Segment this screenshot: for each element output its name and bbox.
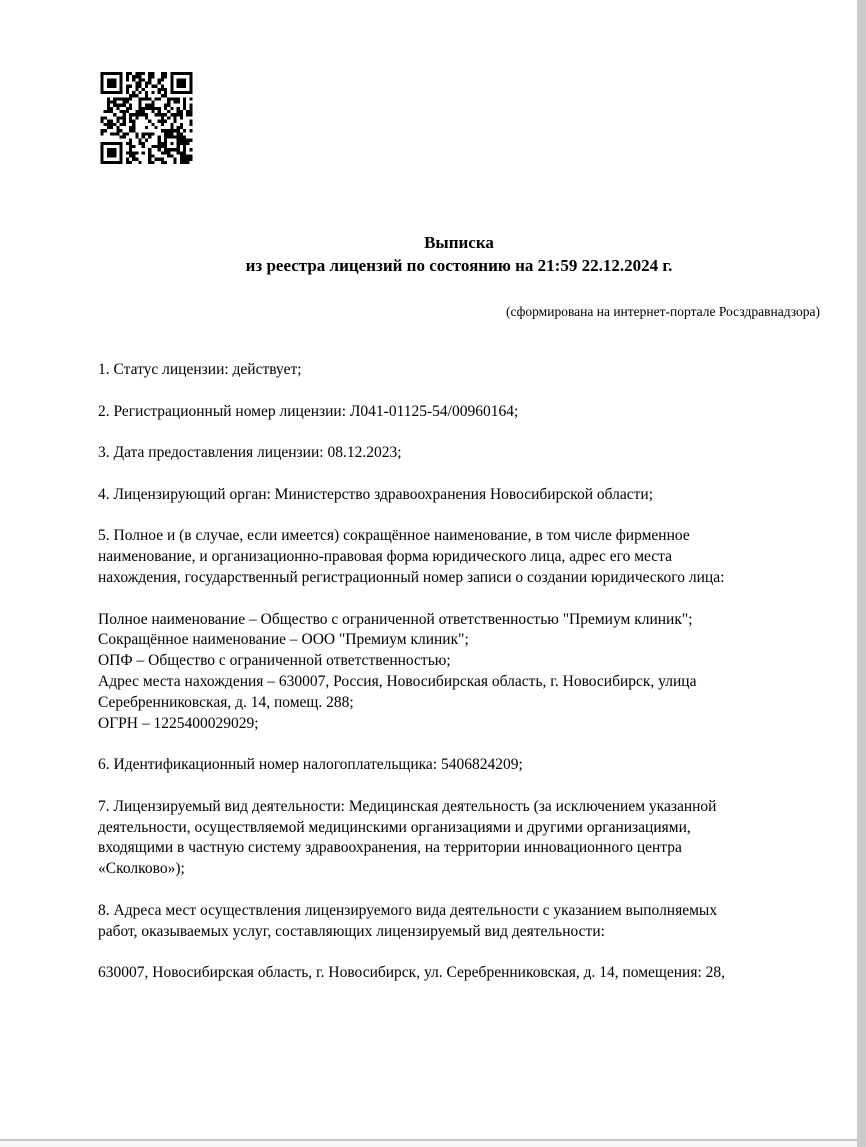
text-line: 630007, Новосибирская область, г. Новосибирск, ул. Серебренниковская, д. 14, помещения: 28, bbox=[98, 964, 726, 982]
text-line: Сокращённое наименование – ООО "Премиум клиник"; bbox=[98, 631, 469, 649]
title-line-2: из реестра лицензий по состоянию на 21:59 22.12.2024 г. bbox=[245, 256, 673, 275]
paragraph bbox=[98, 610, 822, 735]
title-line-1: Выписка bbox=[424, 233, 494, 252]
text-line: 4. Лицензирующий орган: Министерство здравоохранения Новосибирской области; bbox=[98, 485, 654, 503]
paragraph bbox=[98, 360, 822, 381]
text-line: 7. Лицензируемый вид деятельности: Медицинская деятельность (за исключением указанной bbox=[98, 797, 717, 815]
text-line: 1. Статус лицензии: действует; bbox=[98, 361, 302, 378]
text-line: «Сколково»); bbox=[98, 860, 185, 878]
text-line: 2. Регистрационный номер лицензии: Л041-01125-54/00960164; bbox=[98, 402, 519, 420]
text-line: 3. Дата предоставления лицензии: 08.12.2023; bbox=[98, 444, 402, 462]
text-line: ОГРН – 1225400029029; bbox=[98, 714, 259, 732]
text-line: ОПФ – Общество с ограниченной ответственностью; bbox=[98, 652, 451, 670]
text-line: 5. Полное и (в случае, если имеется) сокращённое наименование, в том числе фирменное bbox=[98, 527, 690, 545]
text-line: Серебренниковская, д. 14, помещ. 288; bbox=[98, 693, 354, 711]
text-line: работ, оказываемых услуг, составляющих лицензируемый вид деятельности: bbox=[98, 922, 605, 940]
text-line: Полное наименование – Общество с ограниченной ответственностью "Премиум клиник"; bbox=[98, 610, 693, 628]
document-title bbox=[98, 231, 820, 277]
text-line: входящими в частную систему здравоохранения, на территории инновационного центра bbox=[98, 839, 682, 857]
paragraph bbox=[98, 443, 822, 464]
paragraph bbox=[98, 797, 822, 880]
document-subtitle: (сформирована на интернет-портале Росздравнадзора) bbox=[505, 304, 820, 319]
text-line: 6. Идентификационный номер налогоплательщика: 5406824209; bbox=[98, 756, 523, 774]
text-line: деятельности, осуществляемой медицинскими организациями и другими организациями, bbox=[98, 818, 691, 836]
paragraph bbox=[98, 963, 822, 984]
document-body bbox=[98, 360, 822, 984]
paragraph bbox=[98, 526, 822, 588]
text-line: наименование, и организационно-правовая форма юридического лица, адрес его места bbox=[98, 548, 673, 566]
paragraph bbox=[98, 402, 822, 423]
paragraph bbox=[98, 901, 822, 943]
text-line: Адрес места нахождения – 630007, Россия, Новосибирская область, г. Новосибирск, улица bbox=[98, 672, 697, 690]
text-line: нахождения, государственный регистрационный номер записи о создании юридического лица: bbox=[98, 568, 725, 586]
text-line: 8. Адреса мест осуществления лицензируемого вида деятельности с указанием выполняемых bbox=[98, 901, 718, 919]
qr-code-svg bbox=[100, 72, 193, 164]
viewer-right-gutter bbox=[857, 0, 866, 1147]
qr-code-icon bbox=[100, 72, 193, 164]
paragraph bbox=[98, 755, 822, 776]
paragraph bbox=[98, 485, 822, 506]
